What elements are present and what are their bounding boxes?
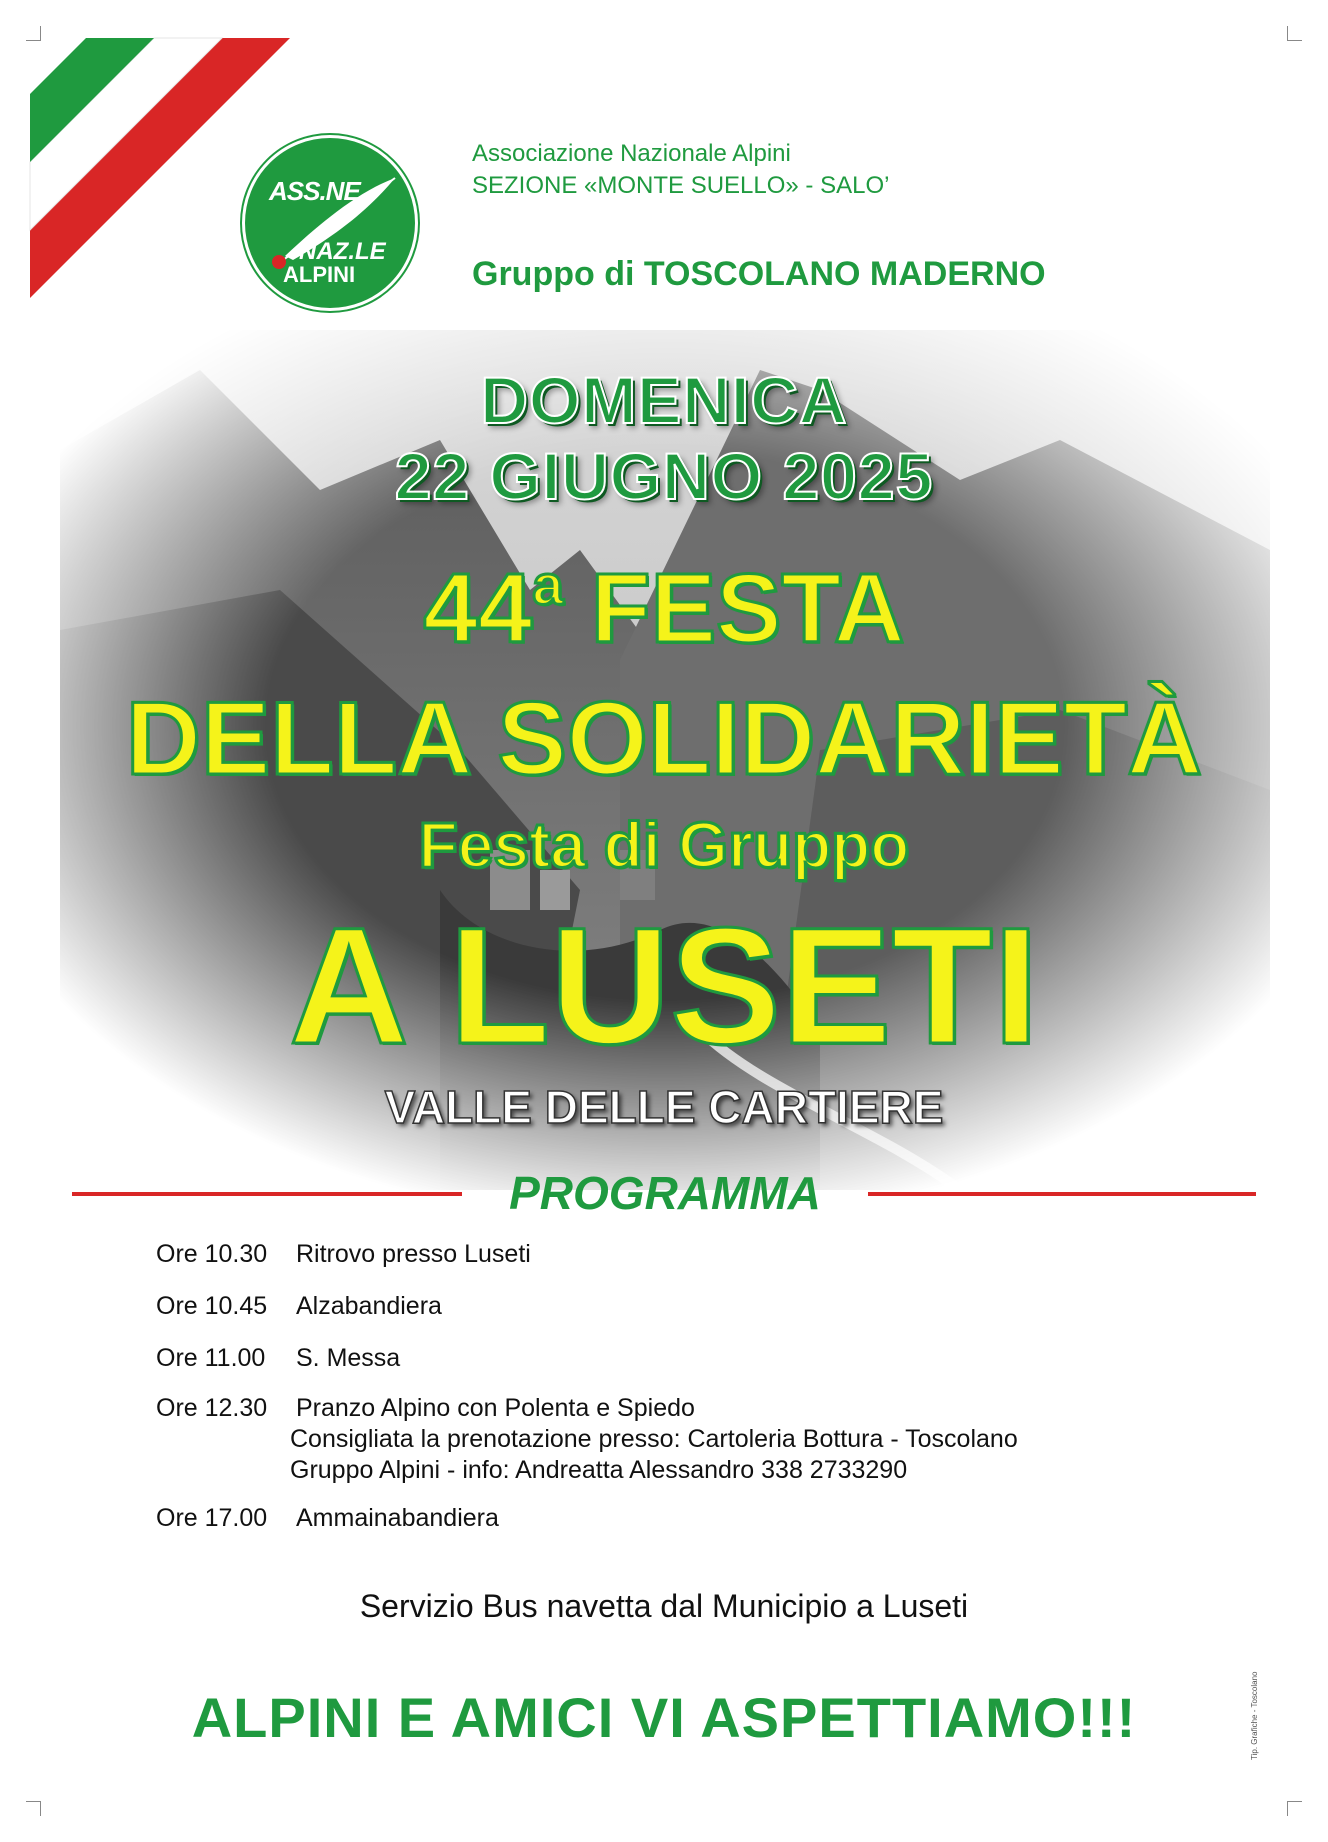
logo-text-alpini: ALPINI	[283, 262, 356, 287]
crop-mark-top-right	[1287, 26, 1302, 41]
program-item	[156, 1504, 499, 1533]
bus-service-info: Servizio Bus navetta dal Municipio a Luseti	[359, 1588, 969, 1624]
event-date: 22 GIUGNO 2025	[394, 439, 934, 513]
section-name: SEZIONE «MONTE SUELLO» - SALO’	[472, 172, 890, 199]
closing-slogan: ALPINI E AMICI VI ASPETTIAMO!!!	[191, 1686, 1137, 1749]
program-heading: PROGRAMMA	[509, 1167, 821, 1219]
program-time: Ore 11.00	[156, 1344, 266, 1372]
crop-mark-bottom-right	[1287, 1801, 1302, 1816]
program-note: Gruppo Alpini - info: Andreatta Alessandro 338 2733290	[290, 1456, 908, 1484]
group-name: Gruppo di TOSCOLANO MADERNO	[472, 255, 1046, 293]
event-day: DOMENICA	[480, 363, 848, 437]
festa-word: FESTA	[590, 553, 905, 663]
association-name: Associazione Nazionale Alpini	[472, 140, 791, 167]
festa-title-line2: DELLA SOLIDARIETÀ	[125, 681, 1203, 797]
event-place: A LUSETI	[288, 894, 1040, 1079]
program-item	[156, 1292, 442, 1321]
program-time: Ore 17.00	[156, 1504, 268, 1532]
program-activity: Pranzo Alpino con Polenta e Spiedo	[296, 1394, 695, 1422]
program-item	[156, 1344, 400, 1373]
edition-number: 44	[423, 553, 533, 663]
crop-mark-bottom-left	[26, 1801, 41, 1816]
ana-logo	[242, 135, 418, 311]
program-activity: Alzabandiera	[296, 1292, 442, 1320]
divider-left	[72, 1192, 462, 1196]
festa-title-line1	[0, 552, 1328, 665]
program-activity: S. Messa	[296, 1344, 401, 1372]
program-activity: Ammainabandiera	[296, 1504, 499, 1532]
program-activity: Ritrovo presso Luseti	[296, 1240, 531, 1268]
program-note: Consigliata la prenotazione presso: Cartoleria Bottura - Toscolano	[290, 1425, 1018, 1453]
program-item	[156, 1240, 531, 1269]
logo-text-ass: ASS.NE	[269, 176, 360, 206]
valley-name: VALLE DELLE CARTIERE	[384, 1081, 944, 1133]
program-time: Ore 12.30	[156, 1394, 268, 1422]
divider-right	[868, 1192, 1256, 1196]
program-time: Ore 10.45	[156, 1292, 268, 1320]
printer-credit: Tip. Grafiche - Toscolano	[1250, 1671, 1259, 1760]
program-time: Ore 10.30	[156, 1240, 268, 1268]
festa-subtitle: Festa di Gruppo	[418, 809, 910, 881]
logo-text-naz: NAZ.LE	[299, 238, 386, 265]
program-item	[156, 1394, 695, 1423]
edition-suffix: a	[532, 553, 564, 616]
